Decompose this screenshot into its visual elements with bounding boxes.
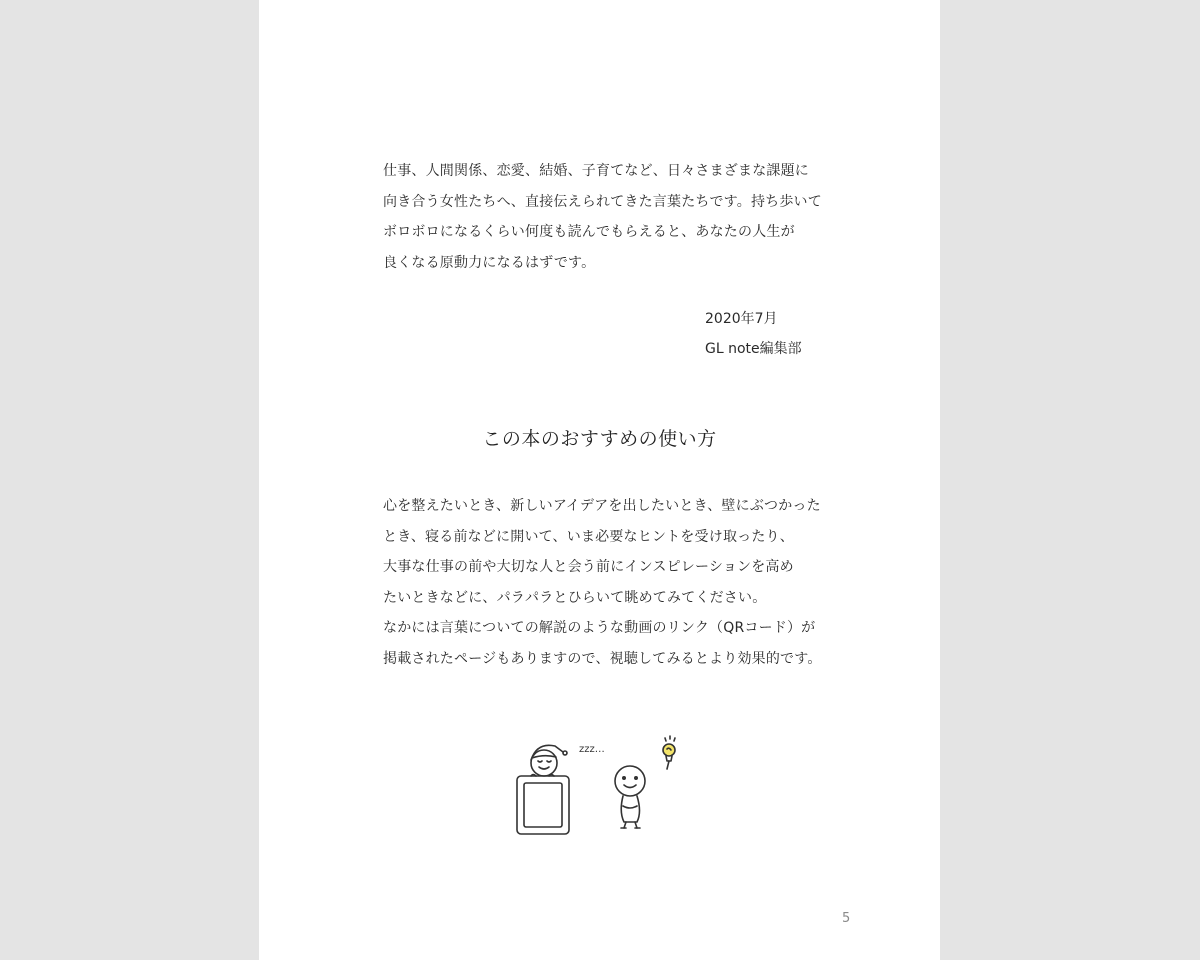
page-number: 5	[842, 911, 851, 926]
smiling-character-icon	[615, 766, 645, 828]
howto-line: とき、寝る前などに開いて、いま必要なヒントを受け取ったり、	[383, 528, 794, 545]
intro-line: ボロボロになるくらい何度も読んでもらえると、あなたの人生が	[383, 224, 795, 240]
sleep-text: zzz…	[579, 744, 605, 755]
sleeping-character-with-book-icon	[517, 745, 569, 834]
howto-line: 大事な仕事の前や大切な人と会う前にインスピレーションを高め	[383, 559, 794, 575]
intro-line: 向き合う女性たちへ、直接伝えられてきた言葉たちです。持ち歩いて	[383, 193, 822, 210]
howto-line: なかには言葉についての解説のような動画のリンク（QRコード）が	[383, 620, 816, 636]
intro-paragraph	[383, 156, 833, 278]
howto-paragraph	[383, 491, 833, 674]
signature-author: GL note編集部	[705, 341, 802, 357]
howto-line: 掲載されたページもありますので、視聴してみるとより効果的です。	[383, 650, 822, 667]
intro-line: 仕事、人間関係、恋愛、結婚、子育てなど、日々さまざまな課題に	[383, 163, 809, 179]
signature-date: 2020年7月	[705, 311, 778, 327]
document-page	[259, 0, 940, 960]
signature	[705, 304, 802, 364]
section-title: この本のおすすめの使い方	[482, 428, 717, 450]
intro-line: 良くなる原動力になるはずです。	[383, 254, 596, 271]
howto-line: 心を整えたいとき、新しいアイデアを出したいとき、壁にぶつかった	[383, 498, 821, 514]
illustration	[509, 730, 689, 845]
lightbulb-icon	[663, 736, 675, 769]
howto-line: たいときなどに、パラパラとひらいて眺めてみてください。	[383, 589, 767, 606]
